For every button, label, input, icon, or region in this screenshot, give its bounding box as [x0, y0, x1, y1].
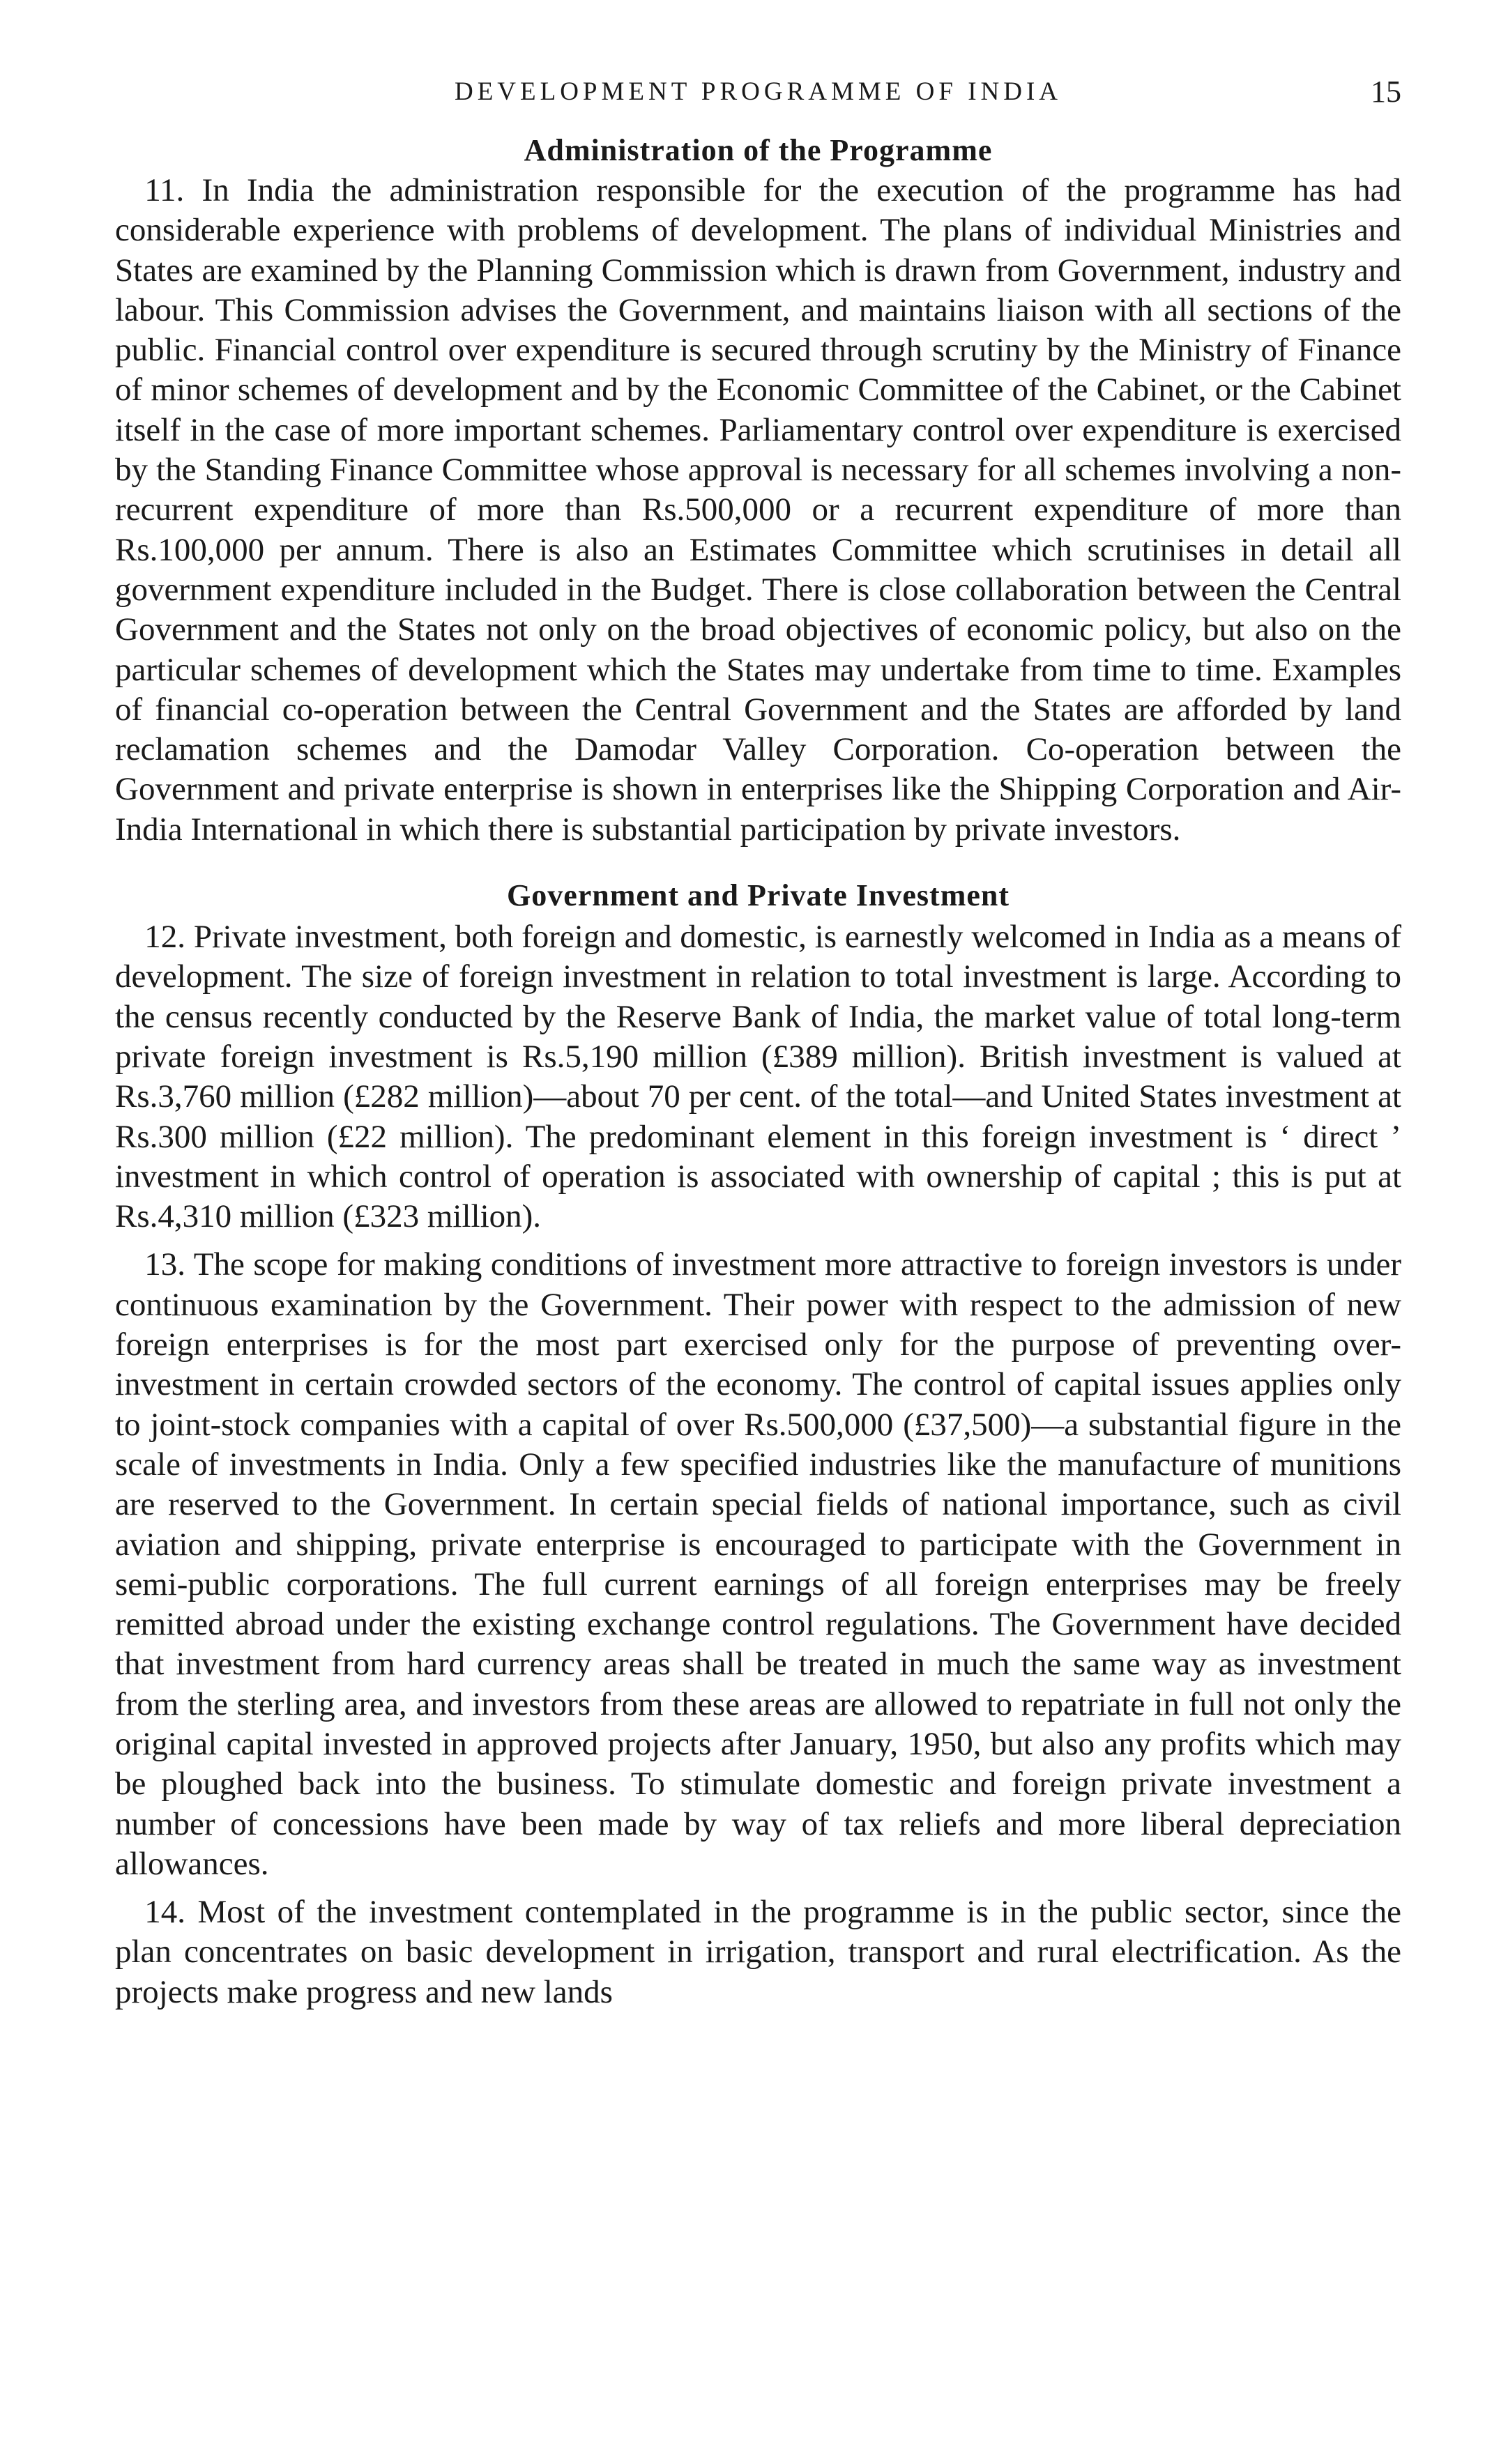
paragraph-12: 12. Private investment, both foreign and domestic, is earnestly welcomed in India as a means of development. The size of foreign investment in relation to total investment is large. According to the census recently conducted by the Reserve Bank of India, the market value of total long-term private foreign investment is Rs.5,190 million (£389 million). British investment is valued at Rs.3,760 million (£282 million)—about 70 per cent. of the total—and United States investment at Rs.300 million (£22 million). The predominant element in this foreign investment is ‘ direct ’ investment in which control of operation is associated with ownership of capital ; this is put at Rs.4,310 million (£323 million).: [115, 919, 1401, 1235]
running-header: [115, 77, 1401, 125]
document-page: [115, 77, 1401, 2012]
page-number: 15: [1371, 75, 1401, 109]
paragraph-14: 14. Most of the investment contemplated in the programme is in the public sector, since the plan concentrates on basic development in irrigation, transport and rural electrification. As the projects make progress and new lands: [115, 1894, 1401, 2010]
paragraph-13: 13. The scope for making conditions of investment more attractive to foreign investors is under continuous examination by the Government. Their power with respect to the admission of new foreign enterprises is for the most part exercised only for the purpose of preventing over-investment in certain crowded sectors of the economy. The control of capital issues applies only to joint-stock companies with a capital of over Rs.500,000 (£37,500)—a substantial figure in the scale of investments in India. Only a few specified industries like the manufacture of munitions are reserved to the Government. In certain special fields of national importance, such as civil aviation and shipping, private enterprise is encouraged to participate with the Government in semi-public corporations. The full current earnings of all foreign enterprises may be freely remitted abroad under the existing exchange control regulations. The Government have decided that investment from hard currency areas shall be treated in much the same way as investment from the sterling area, and investors from these areas are allowed to repatriate in full not only the original capital invested in approved projects after January, 1950, but also any profits which may be ploughed back into the business. To stimulate domestic and foreign private investment a number of concessions have been made by way of tax reliefs and more liberal depreciation allowances.: [115, 1246, 1401, 1882]
section-heading-administration: Administration of the Programme: [524, 133, 993, 167]
paragraph-11: 11. In India the administration responsible for the execution of the programme has had considerable experience with problems of development. The plans of individual Ministries and States are examined by the Planning Commission which is drawn from Government, industry and labour. This Commission advises the Government, and maintains liaison with all sections of the public. Financial control over expenditure is secured through scrutiny by the Ministry of Finance of minor schemes of development and by the Economic Committee of the Cabinet, or the Cabinet itself in the case of more important schemes. Parliamentary control over expenditure is exercised by the Standing Finance Committee whose approval is necessary for all schemes involving a non-recurrent expenditure of more than Rs.500,000 or a recurrent expenditure of more than Rs.100,000 per annum. There is also an Estimates Committee which scrutinises in detail all government expenditure included in the Budget. There is close collaboration between the Central Government and the States not only on the broad objectives of economic policy, but also on the particular schemes of development which the States may undertake from time to time. Examples of financial co-operation between the Central Government and the States are afforded by land reclamation schemes and the Damodar Valley Corporation. Co-operation between the Government and private enterprise is shown in enterprises like the Shipping Corporation and Air-India International in which there is substantial participation by private investors.: [115, 172, 1401, 848]
section-heading-investment: Government and Private Investment: [506, 878, 1010, 913]
running-title: DEVELOPMENT PROGRAMME OF INDIA: [454, 77, 1063, 106]
